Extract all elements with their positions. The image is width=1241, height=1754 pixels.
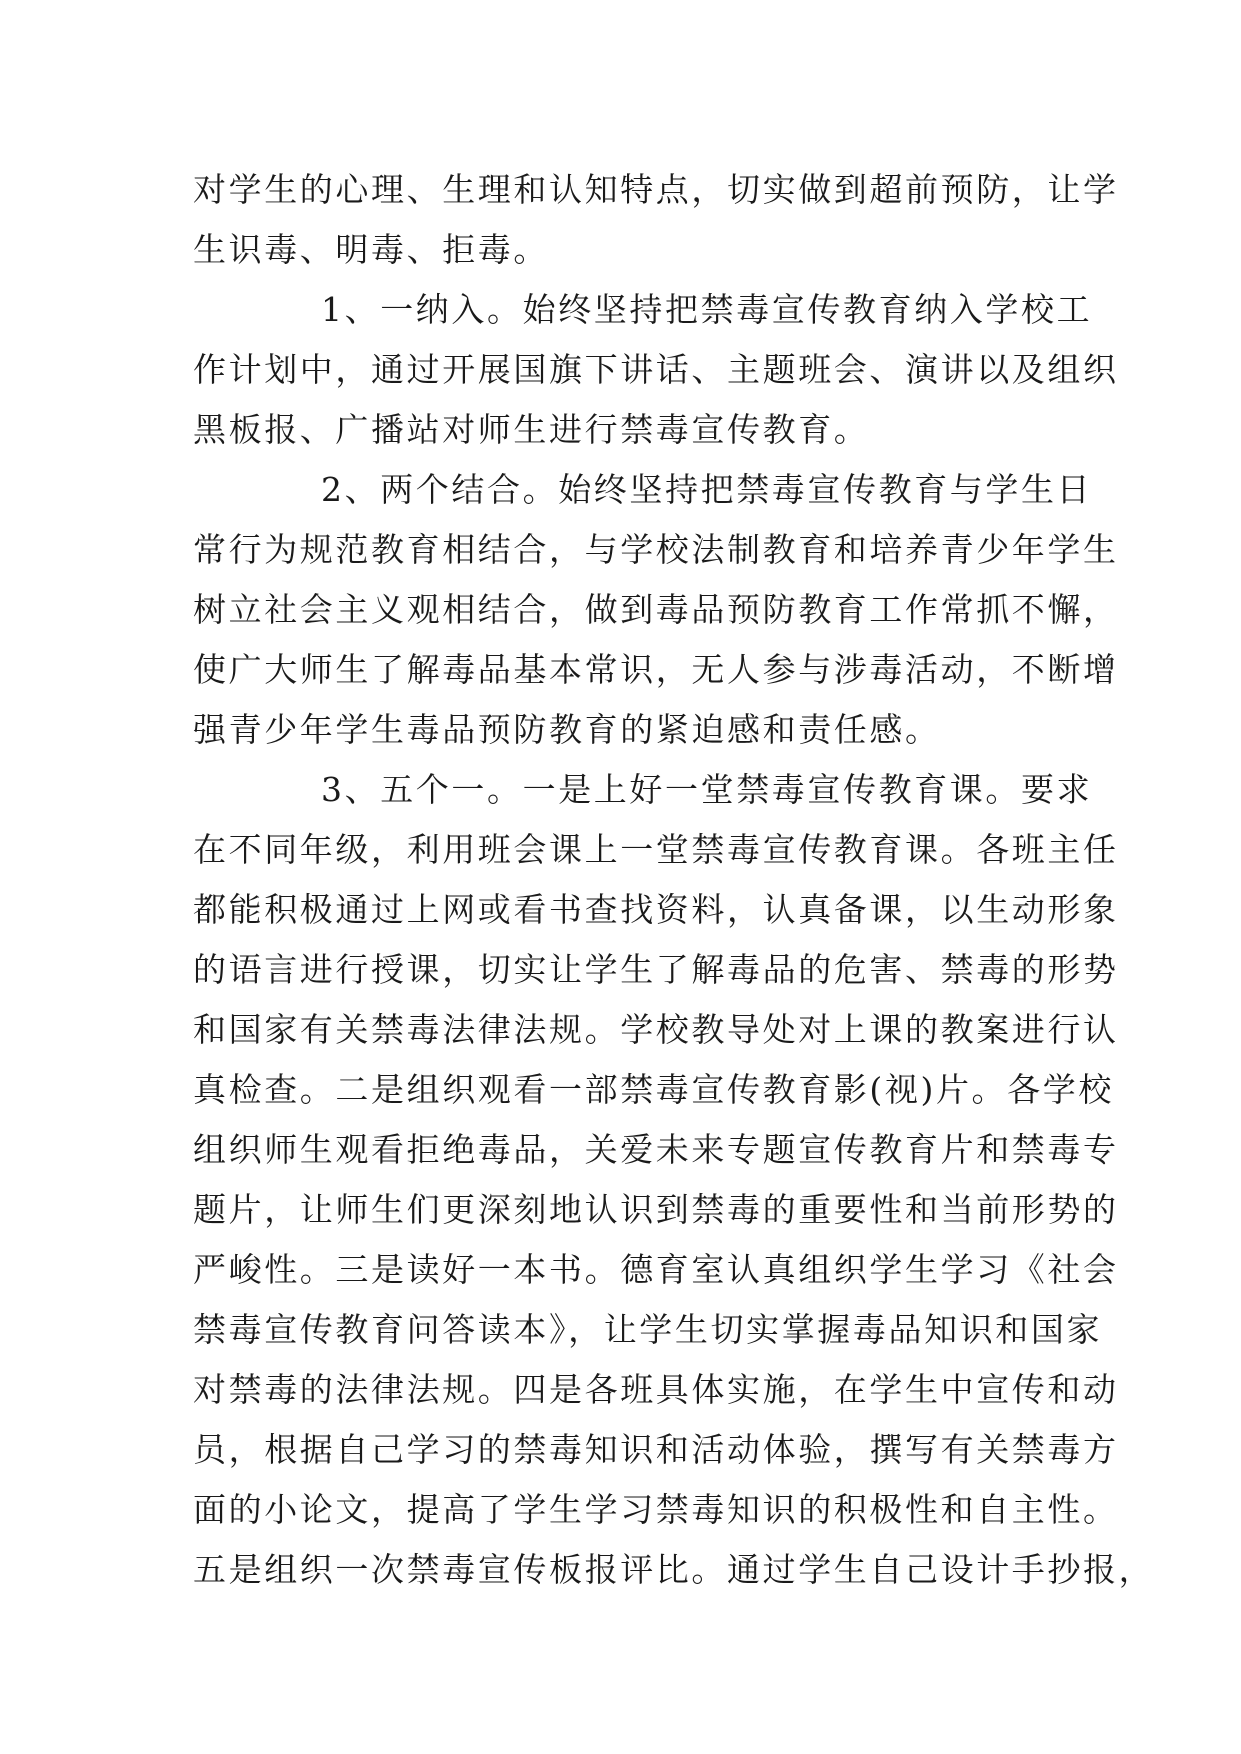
paragraph-first-line: 1、一纳入。始终坚持把禁毒宣传教育纳入学校工 [321, 290, 1093, 329]
text-line: 面的小论文，提高了学生学习禁毒知识的积极性和自主性。 [193, 1490, 1119, 1529]
text-line: 常行为规范教育相结合，与学校法制教育和培养青少年学生 [193, 530, 1119, 569]
text-line: 真检查。二是组织观看一部禁毒宣传教育影(视)片。各学校 [193, 1070, 1114, 1109]
text-line: 题片，让师生们更深刻地认识到禁毒的重要性和当前形势的 [193, 1190, 1119, 1229]
body-text [193, 160, 1155, 1600]
paragraph-first-line: 3、五个一。一是上好一堂禁毒宣传教育课。要求 [321, 770, 1093, 809]
paragraph-first-line: 2、两个结合。始终坚持把禁毒宣传教育与学生日 [321, 470, 1093, 509]
text-line: 强青少年学生毒品预防教育的紧迫感和责任感。 [193, 710, 941, 749]
text-line: 严峻性。三是读好一本书。德育室认真组织学生学习《社会 [193, 1250, 1119, 1289]
text-line: 生识毒、明毒、拒毒。 [193, 230, 549, 269]
text-line: 的语言进行授课，切实让学生了解毒品的危害、禁毒的形势 [193, 950, 1119, 989]
text-line: 员，根据自己学习的禁毒知识和活动体验，撰写有关禁毒方 [193, 1430, 1119, 1469]
text-line: 五是组织一次禁毒宣传板报评比。通过学生自己设计手抄报， [193, 1550, 1155, 1589]
text-line: 和国家有关禁毒法律法规。学校教导处对上课的教案进行认 [193, 1010, 1119, 1049]
text-line: 作计划中，通过开展国旗下讲话、主题班会、演讲以及组织 [193, 350, 1119, 389]
text-line: 在不同年级，利用班会课上一堂禁毒宣传教育课。各班主任 [193, 830, 1119, 869]
text-line: 黑板报、广播站对师生进行禁毒宣传教育。 [193, 410, 870, 449]
text-line: 树立社会主义观相结合，做到毒品预防教育工作常抓不懈， [193, 590, 1119, 629]
text-line: 对禁毒的法律法规。四是各班具体实施，在学生中宣传和动 [193, 1370, 1119, 1409]
text-line: 对学生的心理、生理和认知特点，切实做到超前预防，让学 [193, 170, 1119, 209]
text-line: 组织师生观看拒绝毒品，关爱未来专题宣传教育片和禁毒专 [193, 1130, 1119, 1169]
text-line: 禁毒宣传教育问答读本》，让学生切实掌握毒品知识和国家 [193, 1310, 1103, 1349]
text-line: 使广大师生了解毒品基本常识，无人参与涉毒活动，不断增 [193, 650, 1119, 689]
text-line: 都能积极通过上网或看书查找资料，认真备课，以生动形象 [193, 890, 1119, 929]
